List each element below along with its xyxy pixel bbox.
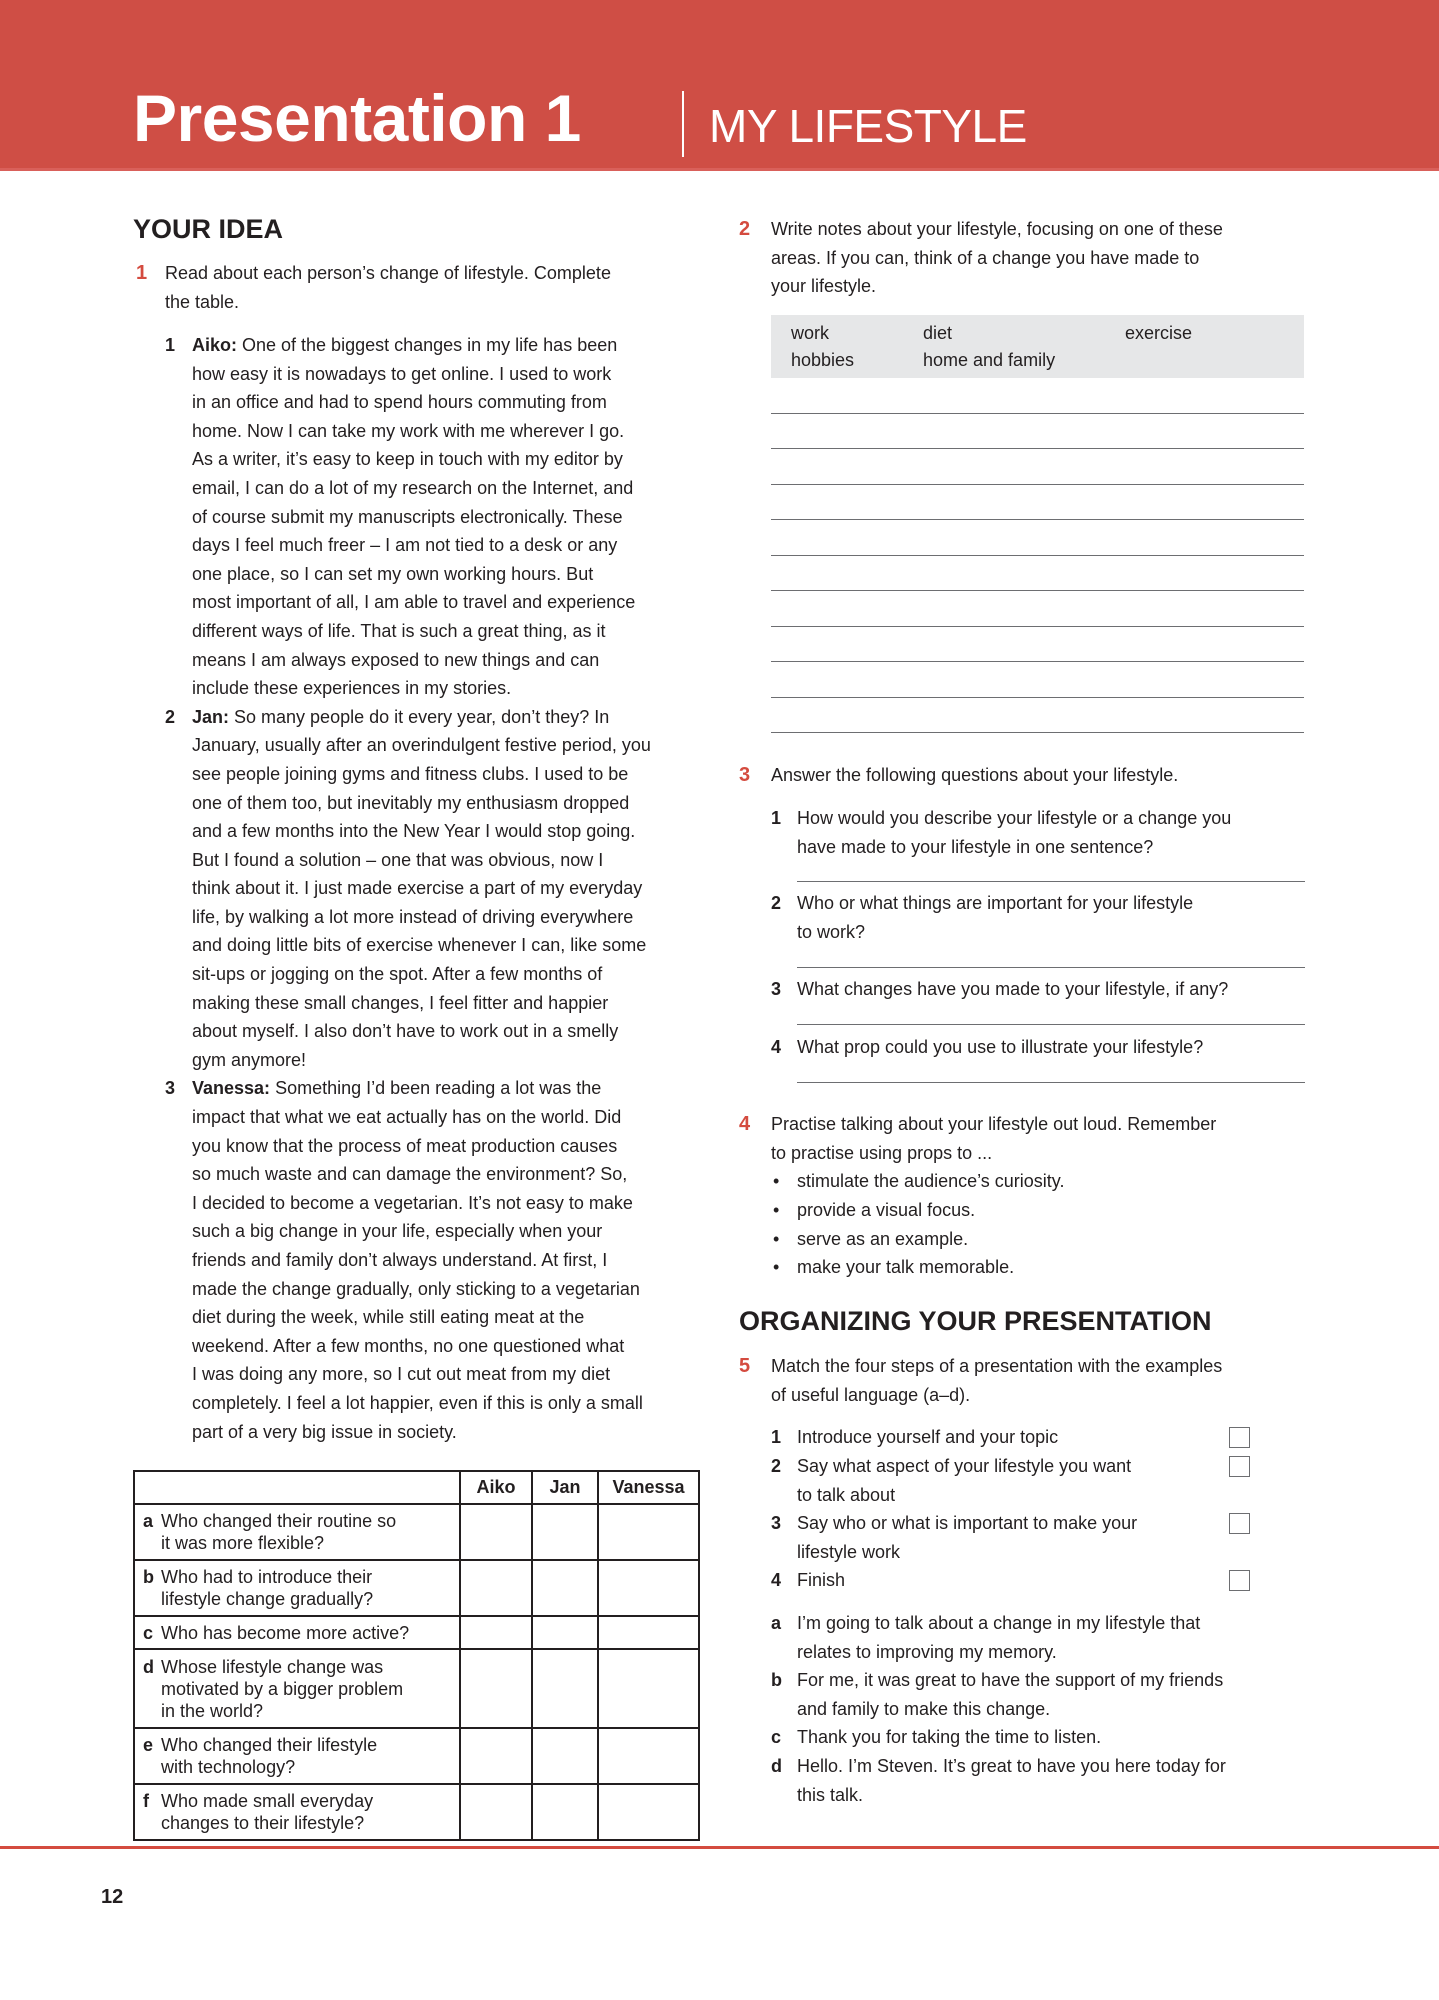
answer-cell-jan[interactable]: [532, 1560, 598, 1616]
table-row: [134, 1728, 699, 1784]
table-row: [134, 1560, 699, 1616]
example-text: Hello. I’m Steven. It’s great to have you here today for this talk.: [797, 1756, 1226, 1805]
answer-cell-aiko[interactable]: [460, 1649, 532, 1728]
question-cell: [134, 1560, 460, 1616]
bullet-text: stimulate the audience’s curiosity.: [797, 1171, 1065, 1191]
exercise-instruction: Read about each person’s change of lifestyle. Complete the table.: [165, 263, 611, 312]
question-text: How would you describe your lifestyle or a change you have made to your lifestyle in one sentence?: [797, 808, 1232, 857]
speaker-name: Vanessa:: [192, 1078, 271, 1099]
passage-aiko: [165, 331, 651, 703]
example-letter: a: [771, 1613, 782, 1633]
answer-cell-jan[interactable]: [532, 1784, 598, 1840]
step-number: 2: [771, 1456, 782, 1476]
answer-cell-jan[interactable]: [532, 1504, 598, 1560]
step-text: Finish: [797, 1570, 846, 1590]
section-heading-your-idea: YOUR IDEA: [133, 214, 284, 244]
question-number: 4: [771, 1037, 782, 1057]
match-checkbox[interactable]: [1229, 1570, 1250, 1591]
step-text: Introduce yourself and your topic: [797, 1427, 1059, 1447]
question-cell: [134, 1728, 460, 1784]
topic-area: diet: [923, 323, 953, 343]
column-header: Jan: [532, 1471, 598, 1504]
example-text: Thank you for taking the time to listen.: [797, 1727, 1102, 1747]
answer-cell-vanessa[interactable]: [598, 1784, 699, 1840]
header-divider: [682, 91, 684, 157]
answer-line[interactable]: [797, 1082, 1305, 1083]
question-letter: f: [143, 1791, 149, 1811]
column-header: Vanessa: [598, 1471, 699, 1504]
question-cell: [134, 1504, 460, 1560]
answer-cell-vanessa[interactable]: [598, 1504, 699, 1560]
question-text: Who made small everyday changes to their lifestyle?: [161, 1791, 374, 1833]
passage-text: January, usually after an overindulgent festive period, you see people joining gyms and fitness clubs. I used to be one of them too, but inevitably my enthusiasm dropped and a few months into the New Year I would stop going. But I found a solution – one that was obvious, now I think about it. I just made exercise a part of my everyday life, by walking a lot more instead of driving everywhere and doing little bits of exercise whenever I can, like some sit-ups or jogging on the spot. After a few months of making these small changes, I feel fitter and happier about myself. I also don’t have to work out in a smelly gym anymore!: [192, 735, 651, 1070]
question-text: Who changed their routine so it was more flexible?: [161, 1511, 397, 1553]
exercise-instruction: Match the four steps of a presentation with the examples of useful language (a–d).: [771, 1356, 1223, 1405]
table-row: [134, 1616, 699, 1649]
step-text: Say what aspect of your lifestyle you want to talk about: [797, 1456, 1132, 1505]
bullet-icon: •: [773, 1229, 780, 1249]
notes-line[interactable]: [771, 484, 1304, 485]
topic-area: home and family: [923, 350, 1056, 370]
match-checkbox[interactable]: [1229, 1427, 1250, 1448]
answer-cell-vanessa[interactable]: [598, 1560, 699, 1616]
example-text: For me, it was great to have the support of my friends and family to make this change.: [797, 1670, 1224, 1719]
notes-line[interactable]: [771, 590, 1304, 591]
notes-line[interactable]: [771, 732, 1304, 733]
exercise-instruction: Answer the following questions about your lifestyle.: [771, 765, 1179, 785]
question-cell: [134, 1616, 460, 1649]
question-text: What changes have you made to your lifestyle, if any?: [797, 979, 1229, 999]
notes-line[interactable]: [771, 448, 1304, 449]
passage-first-line: So many people do it every year, don’t they? In: [229, 706, 610, 727]
passage-first-line: One of the biggest changes in my life has been: [237, 335, 618, 355]
passage-first-line: Something I’d been reading a lot was the: [270, 1078, 602, 1099]
answer-cell-jan[interactable]: [532, 1728, 598, 1784]
answer-cell-vanessa[interactable]: [598, 1616, 699, 1649]
bullet-text: serve as an example.: [797, 1229, 969, 1249]
question-letter: b: [143, 1567, 154, 1587]
exercise-number: 5: [739, 1355, 751, 1377]
answer-line[interactable]: [797, 1024, 1305, 1025]
example-letter: b: [771, 1670, 782, 1690]
question-letter: e: [143, 1735, 154, 1755]
notes-line[interactable]: [771, 626, 1304, 627]
passage-number: 1: [165, 335, 176, 355]
bullet-icon: •: [773, 1257, 780, 1277]
question-text: What prop could you use to illustrate your lifestyle?: [797, 1037, 1204, 1057]
step-number: 1: [771, 1427, 782, 1447]
step-number: 3: [771, 1513, 782, 1533]
notes-line[interactable]: [771, 413, 1304, 414]
section-heading-organizing: ORGANIZING YOUR PRESENTATION: [739, 1306, 1212, 1336]
bullet-text: provide a visual focus.: [797, 1200, 976, 1220]
table-row: [134, 1649, 699, 1728]
topic-area: work: [791, 323, 830, 343]
footer-rule: [0, 1846, 1439, 1849]
exercise-number: 1: [136, 262, 148, 284]
notes-line[interactable]: [771, 555, 1304, 556]
notes-line[interactable]: [771, 661, 1304, 662]
question-text: Who has become more active?: [161, 1622, 410, 1643]
question-letter: a: [143, 1511, 154, 1531]
passage-text: how easy it is nowadays to get online. I used to work in an office and had to spend hours commuting from home. Now I can take my work with me wherever I go. As a writer, it’s easy to keep in touch with my editor by email, I can do a lot of my research on the Internet, and of course submit my manuscripts electronically. These days I feel much freer – I am not tied to a desk or any one place, so I can set my own working hours. But most important of all, I am able to travel and experience different ways of life. That is such a great thing, as it means I am always exposed to new things and can include these experiences in my stories.: [192, 363, 636, 699]
example-letter: c: [771, 1727, 782, 1747]
example-text: I’m going to talk about a change in my lifestyle that relates to improving my memory.: [797, 1613, 1201, 1662]
notes-line[interactable]: [771, 519, 1304, 520]
table-row: [134, 1784, 699, 1840]
answer-cell-jan[interactable]: [532, 1649, 598, 1728]
question-letter: c: [143, 1622, 154, 1643]
answer-cell-vanessa[interactable]: [598, 1649, 699, 1728]
exercise-instruction: Write notes about your lifestyle, focusing on one of these areas. If you can, think of a change you have made to your lifestyle.: [771, 219, 1223, 297]
passage-list: [165, 331, 651, 1446]
answer-cell-aiko[interactable]: [460, 1784, 532, 1840]
question-cell: [134, 1784, 460, 1840]
page-number: 12: [101, 1886, 124, 1908]
bullet-text: make your talk memorable.: [797, 1257, 1015, 1277]
topic-area: exercise: [1125, 323, 1193, 343]
question-letter: d: [143, 1656, 154, 1677]
table-row: [134, 1504, 699, 1560]
answer-cell-aiko[interactable]: [460, 1560, 532, 1616]
answer-cell-aiko[interactable]: [460, 1616, 532, 1649]
question-text: Who or what things are important for your lifestyle to work?: [797, 893, 1194, 942]
bullet-icon: •: [773, 1200, 780, 1220]
bullet-icon: •: [773, 1171, 780, 1191]
passage-vanessa: [165, 1074, 651, 1446]
answer-line[interactable]: [797, 881, 1305, 882]
example-letter: d: [771, 1756, 782, 1776]
answer-line[interactable]: [797, 967, 1305, 968]
speaker-name: Jan:: [192, 706, 230, 727]
speaker-name: Aiko:: [192, 335, 237, 355]
question-text: Who changed their lifestyle with technology?: [161, 1735, 378, 1777]
question-cell: [134, 1649, 460, 1728]
exercise-number: 4: [739, 1113, 751, 1135]
table-header-empty: [134, 1471, 460, 1504]
match-checkbox[interactable]: [1229, 1456, 1250, 1477]
answer-cell-aiko[interactable]: [460, 1728, 532, 1784]
answer-cell-jan[interactable]: [532, 1616, 598, 1649]
question-text: Who had to introduce their lifestyle change gradually?: [161, 1567, 374, 1609]
exercise-number: 3: [739, 764, 751, 786]
column-header: Aiko: [460, 1471, 532, 1504]
answer-cell-aiko[interactable]: [460, 1504, 532, 1560]
question-number: 2: [771, 893, 782, 913]
passage-number: 3: [165, 1078, 176, 1099]
exercise-number: 2: [739, 218, 751, 240]
question-number: 3: [771, 979, 782, 999]
exercise-instruction: Practise talking about your lifestyle out loud. Remember to practise using props to ...: [771, 1114, 1217, 1163]
step-number: 4: [771, 1570, 782, 1590]
answer-cell-vanessa[interactable]: [598, 1728, 699, 1784]
question-number: 1: [771, 808, 782, 828]
step-text: Say who or what is important to make your lifestyle work: [797, 1513, 1138, 1562]
topic-area: hobbies: [791, 350, 855, 370]
notes-line[interactable]: [771, 697, 1304, 698]
page-subtitle: MY LIFESTYLE: [709, 100, 1027, 152]
answer-table: [133, 1470, 700, 1841]
passage-text: impact that what we eat actually has on the world. Did you know that the process of meat production causes so much waste and can damage the environment? So, I decided to become a vegetarian. It’s not easy to make such a big change in your life, especially when your friends and family don’t always understand. At first, I made the change gradually, only sticking to a vegetarian diet during the week, while still eating meat at the weekend. After a few months, no one questioned what I was doing any more, so I cut out meat from my diet completely. I feel a lot happier, even if this is only a small part of a very big issue in society.: [192, 1107, 643, 1442]
question-text: Whose lifestyle change was motivated by a bigger problem in the world?: [161, 1656, 404, 1721]
passage-jan: [165, 703, 651, 1075]
passage-number: 2: [165, 706, 176, 727]
table-header-row: [134, 1471, 699, 1504]
page-title: Presentation 1: [133, 81, 581, 155]
match-checkbox[interactable]: [1229, 1513, 1250, 1534]
